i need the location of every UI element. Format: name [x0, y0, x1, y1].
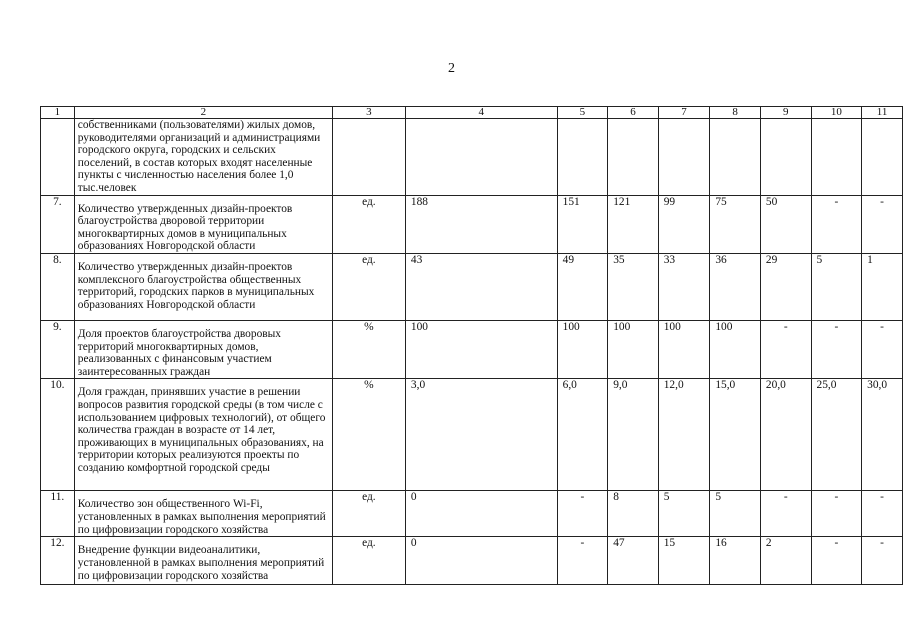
column-number-row [41, 107, 903, 119]
column-header: 10 [811, 107, 862, 119]
value-cell: 33 [658, 253, 710, 320]
column-header: 7 [658, 107, 710, 119]
row-number [41, 119, 75, 196]
unit-cell: % [332, 379, 405, 491]
row-number: 11. [41, 491, 75, 537]
column-header: 1 [41, 107, 75, 119]
indicator-name: Внедрение функции видеоаналитики, установленной в рамках выполнения мероприятий по цифровизации городского хозяйства [74, 537, 332, 585]
indicator-name: собственниками (пользователями) жилых домов, руководителями организаций и администрациями городского округа, городских и сельских поселений, в состав которых входят населенные пункты с численностью населения более 1,0 тыс.человек [74, 119, 332, 196]
table-row [41, 491, 903, 537]
table-row [41, 253, 903, 320]
value-cell: 188 [405, 195, 557, 253]
indicator-name: Доля граждан, принявших участие в решении вопросов развития городской среды (в том числе с использованием цифровых технологий), от общего количества граждан в возрасте от 14 лет, проживающих в муниципальных образованиях, на территории которых реализуются проекты по созданию комфортной городской среды [74, 379, 332, 491]
table-row [41, 537, 903, 585]
column-header: 5 [557, 107, 608, 119]
value-cell: - [862, 195, 903, 253]
value-cell [760, 119, 811, 196]
value-cell: - [760, 320, 811, 378]
value-cell: 3,0 [405, 379, 557, 491]
value-cell: 100 [557, 320, 608, 378]
value-cell: 25,0 [811, 379, 862, 491]
table-row [41, 119, 903, 196]
value-cell: 99 [658, 195, 710, 253]
value-cell: 100 [710, 320, 761, 378]
value-cell: 1 [862, 253, 903, 320]
value-cell: 100 [608, 320, 659, 378]
indicators-table [40, 106, 903, 585]
unit-cell: ед. [332, 253, 405, 320]
value-cell [405, 119, 557, 196]
value-cell: 75 [710, 195, 761, 253]
value-cell: 15 [658, 537, 710, 585]
value-cell: 15,0 [710, 379, 761, 491]
row-number: 8. [41, 253, 75, 320]
value-cell: 49 [557, 253, 608, 320]
unit-cell: % [332, 320, 405, 378]
value-cell [710, 119, 761, 196]
value-cell: - [811, 537, 862, 585]
row-number: 10. [41, 379, 75, 491]
table-row [41, 320, 903, 378]
value-cell: 36 [710, 253, 761, 320]
value-cell: 121 [608, 195, 659, 253]
value-cell: 100 [658, 320, 710, 378]
row-number: 9. [41, 320, 75, 378]
value-cell: 47 [608, 537, 659, 585]
value-cell: 6,0 [557, 379, 608, 491]
value-cell: 30,0 [862, 379, 903, 491]
row-number: 12. [41, 537, 75, 585]
table-row [41, 379, 903, 491]
unit-cell: ед. [332, 491, 405, 537]
value-cell: - [811, 320, 862, 378]
value-cell: - [862, 320, 903, 378]
value-cell: 35 [608, 253, 659, 320]
value-cell: - [557, 537, 608, 585]
indicator-name: Количество утвержденных дизайн-проектов комплексного благоустройства общественных территорий, городских парков в муниципальных образованиях Новгородской области [74, 253, 332, 320]
value-cell [658, 119, 710, 196]
unit-cell: ед. [332, 537, 405, 585]
value-cell: 43 [405, 253, 557, 320]
value-cell [608, 119, 659, 196]
value-cell [557, 119, 608, 196]
column-header: 6 [608, 107, 659, 119]
value-cell: 2 [760, 537, 811, 585]
value-cell: 12,0 [658, 379, 710, 491]
page-number: 2 [448, 61, 455, 76]
value-cell: 100 [405, 320, 557, 378]
value-cell: 0 [405, 491, 557, 537]
column-header: 8 [710, 107, 761, 119]
value-cell: 5 [710, 491, 761, 537]
unit-cell [332, 119, 405, 196]
row-number: 7. [41, 195, 75, 253]
value-cell: 151 [557, 195, 608, 253]
indicator-name: Количество зон общественного Wi-Fi, установленных в рамках выполнения мероприятий по цифровизации городского хозяйства [74, 491, 332, 537]
value-cell: 29 [760, 253, 811, 320]
value-cell: 5 [658, 491, 710, 537]
value-cell: 50 [760, 195, 811, 253]
value-cell: 16 [710, 537, 761, 585]
value-cell: - [862, 537, 903, 585]
value-cell [862, 119, 903, 196]
value-cell: - [760, 491, 811, 537]
indicator-name: Количество утвержденных дизайн-проектов благоустройства дворовой территории многоквартирных домов в муниципальных образованиях Новгородской области [74, 195, 332, 253]
value-cell: - [557, 491, 608, 537]
value-cell: 5 [811, 253, 862, 320]
unit-cell: ед. [332, 195, 405, 253]
value-cell: - [862, 491, 903, 537]
column-header: 4 [405, 107, 557, 119]
value-cell [811, 119, 862, 196]
value-cell: 0 [405, 537, 557, 585]
value-cell: - [811, 195, 862, 253]
column-header: 11 [862, 107, 903, 119]
value-cell: 20,0 [760, 379, 811, 491]
column-header: 9 [760, 107, 811, 119]
value-cell: 8 [608, 491, 659, 537]
column-header: 3 [332, 107, 405, 119]
indicator-name: Доля проектов благоустройства дворовых территорий многоквартирных домов, реализованных с финансовым участием заинтересованных граждан [74, 320, 332, 378]
table-row [41, 195, 903, 253]
column-header: 2 [74, 107, 332, 119]
value-cell: - [811, 491, 862, 537]
value-cell: 9,0 [608, 379, 659, 491]
